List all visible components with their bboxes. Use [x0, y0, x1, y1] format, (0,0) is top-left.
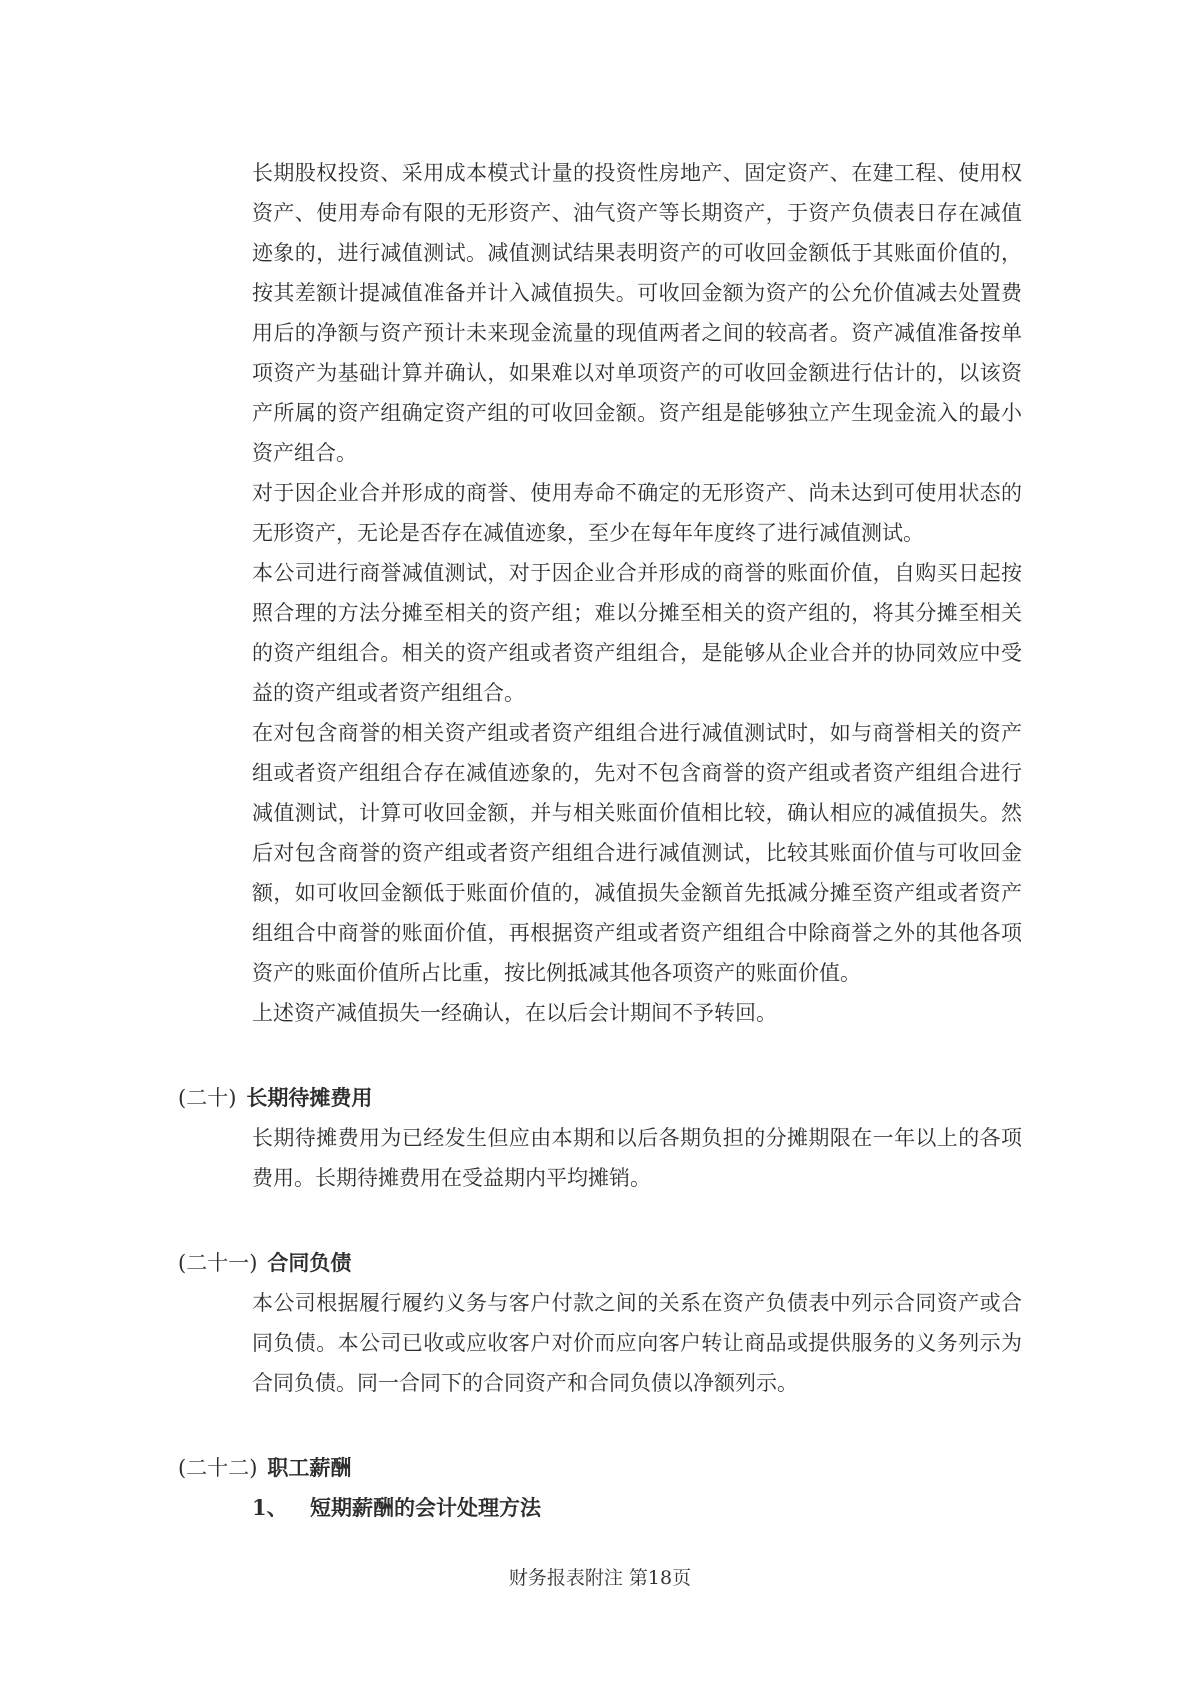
- impairment-paragraph-1: 长期股权投资、采用成本模式计量的投资性房地产、固定资产、在建工程、使用权资产、使用寿命有限的无形资产、油气资产等长期资产，于资产负债表日存在减值迹象的，进行减值测试。减值测试结果表明资产的可收回金额低于其账面价值的，按其差额计提减值准备并计入减值损失。可收回金额为资产的公允价值减去处置费用后的净额与资产预计未来现金流量的现值两者之间的较高者。资产减值准备按单项资产为基础计算并确认，如果难以对单项资产的可收回金额进行估计的，以该资产所属的资产组确定资产组的可收回金额。资产组是能够独立产生现金流入的最小资产组合。: [252, 161, 1022, 465]
- section-21-body: 本公司根据履行履约义务与客户付款之间的关系在资产负债表中列示合同资产或合同负债。本公司已收或应收客户对价而应向客户转让商品或提供服务的义务列示为合同负债。同一合同下的合同资产和合同负债以净额列示。: [252, 1291, 1022, 1395]
- impairment-paragraph-3: 本公司进行商誉减值测试，对于因企业合并形成的商誉的账面价值，自购买日起按照合理的方法分摊至相关的资产组；难以分摊至相关的资产组的，将其分摊至相关的资产组组合。相关的资产组或者资产组组合，是能够从企业合并的协同效应中受益的资产组或者资产组组合。: [252, 561, 1022, 705]
- section-22-title: 职工薪酬: [267, 1455, 352, 1480]
- section-20-heading: [178, 1078, 1022, 1118]
- subitem-number: 1、: [252, 1495, 288, 1520]
- impairment-paragraph-2: 对于因企业合并形成的商誉、使用寿命不确定的无形资产、尚未达到可使用状态的无形资产，无论是否存在减值迹象，至少在每年年度终了进行减值测试。: [252, 481, 1022, 545]
- section-21-heading: [178, 1243, 1022, 1283]
- section-21-number: (二十一): [178, 1251, 258, 1275]
- section-22-number: (二十二): [178, 1456, 258, 1480]
- section-21-title: 合同负债: [267, 1250, 352, 1275]
- section-20-body: 长期待摊费用为已经发生但应由本期和以后各期负担的分摊期限在一年以上的各项费用。长期待摊费用在受益期内平均摊销。: [252, 1126, 1022, 1190]
- section-22-subitem-1: [252, 1488, 1022, 1528]
- page-footer: 财务报表附注 第18页: [508, 1567, 692, 1589]
- page-content: [178, 153, 1022, 1528]
- impairment-paragraph-4: 在对包含商誉的相关资产组或者资产组组合进行减值测试时，如与商誉相关的资产组或者资产组组合存在减值迹象的，先对不包含商誉的资产组或者资产组组合进行减值测试，计算可收回金额，并与相关账面价值相比较，确认相应的减值损失。然后对包含商誉的资产组或者资产组组合进行减值测试，比较其账面价值与可收回金额，如可收回金额低于账面价值的，减值损失金额首先抵减分摊至资产组或者资产组组合中商誉的账面价值，再根据资产组或者资产组组合中除商誉之外的其他各项资产的账面价值所占比重，按比例抵减其他各项资产的账面价值。: [252, 721, 1022, 985]
- impairment-paragraph-5: 上述资产减值损失一经确认，在以后会计期间不予转回。: [252, 1001, 777, 1025]
- section-20-number: (二十): [178, 1086, 237, 1110]
- section-22-heading: [178, 1448, 1022, 1488]
- subitem-title: 短期薪酬的会计处理方法: [310, 1495, 541, 1520]
- section-20-title: 长期待摊费用: [246, 1085, 373, 1110]
